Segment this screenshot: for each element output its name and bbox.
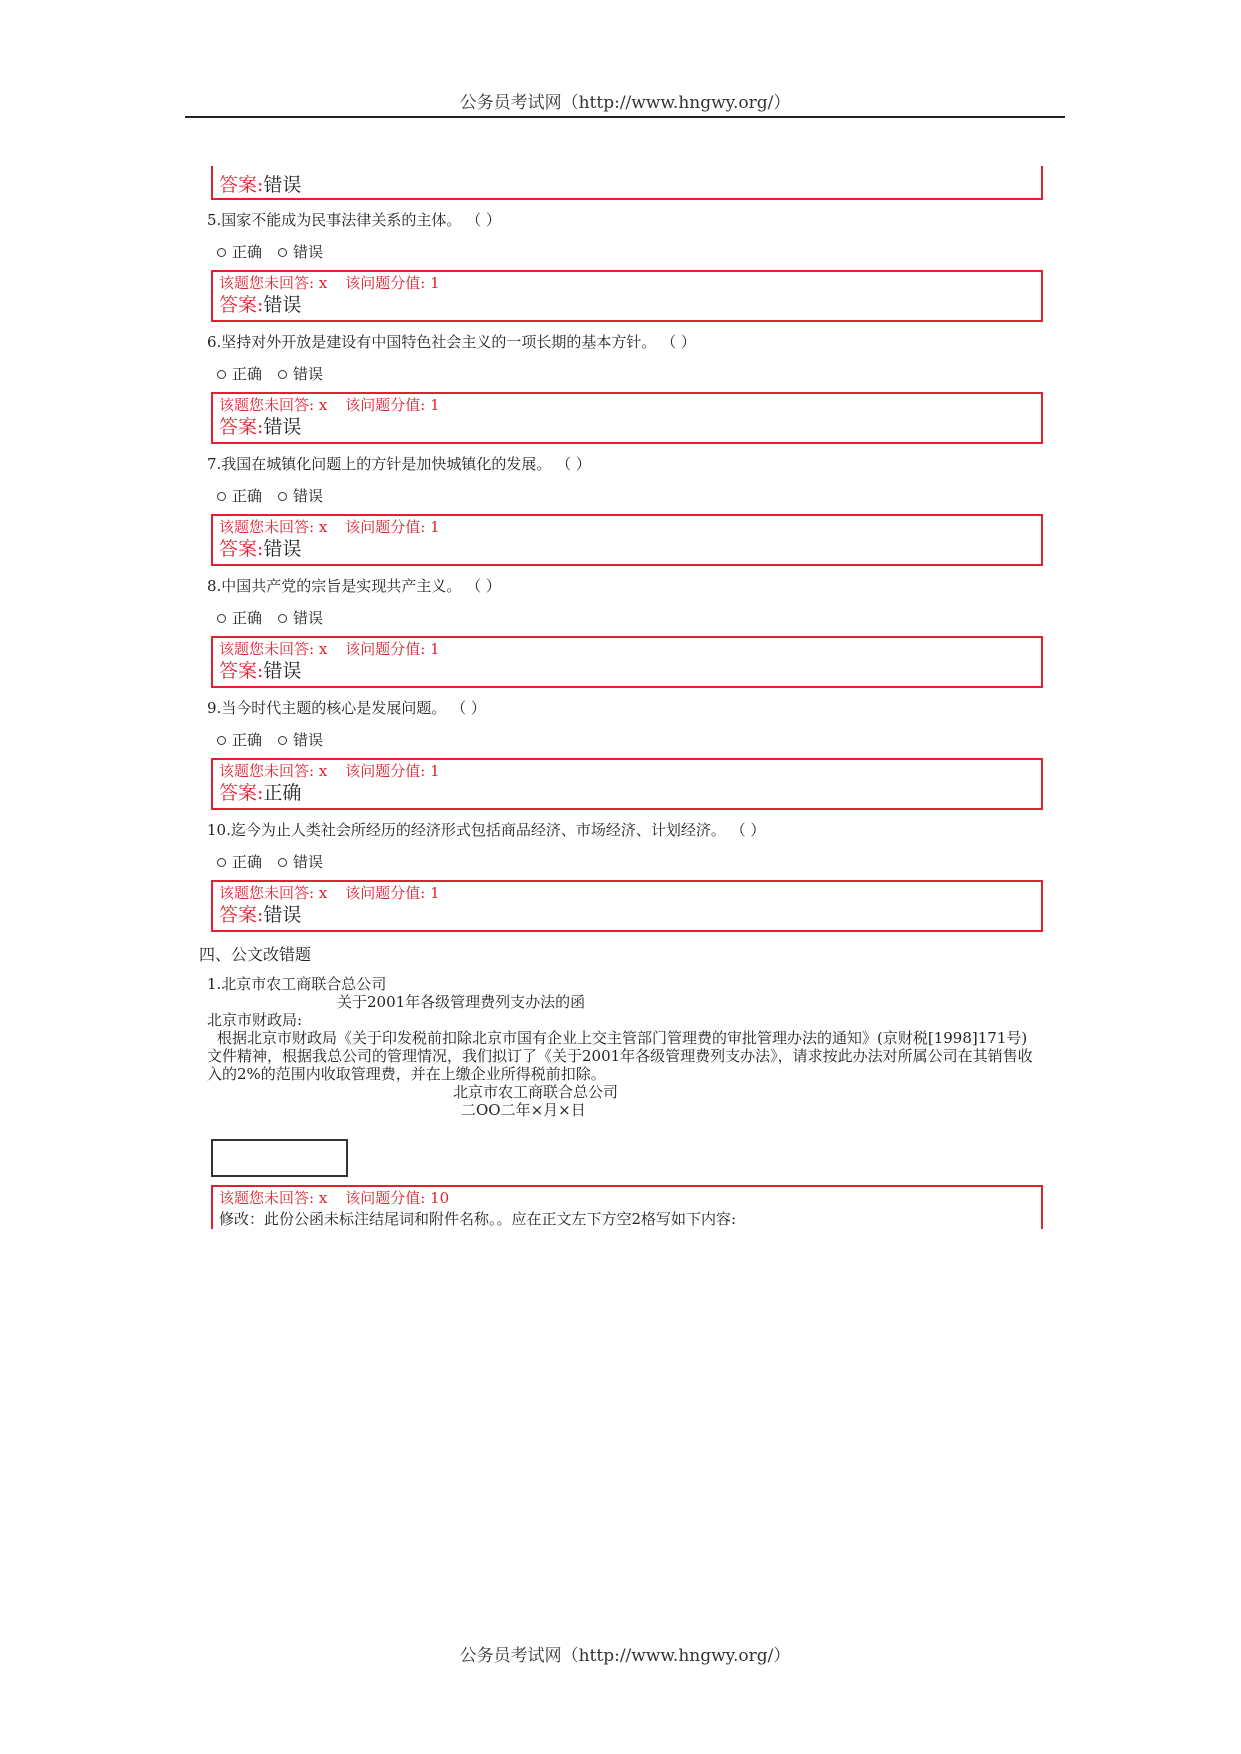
radio-icon[interactable] <box>217 614 226 623</box>
question-text: 9.当今时代主题的核心是发展问题。 （ ） <box>207 699 486 717</box>
option-correct[interactable] <box>217 486 262 506</box>
answer-options <box>217 486 1050 506</box>
option-label: 正确 <box>232 609 263 627</box>
answer-box <box>211 392 1043 444</box>
answer-value: 错误 <box>263 294 302 316</box>
option-wrong[interactable] <box>278 608 323 628</box>
unanswered-status: 该题您未回答: x <box>219 518 328 536</box>
page-header: 公务员考试网（http://www.hngwy.org/） <box>459 93 791 113</box>
radio-icon[interactable] <box>217 370 226 379</box>
option-correct[interactable] <box>217 364 262 384</box>
answer-box <box>211 636 1043 688</box>
option-correct[interactable] <box>217 730 262 750</box>
option-label: 正确 <box>232 243 263 261</box>
score-status: 该问题分值: 1 <box>345 518 440 536</box>
answer-label: 答案: <box>219 782 264 804</box>
page-footer: 公务员考试网（http://www.hngwy.org/） <box>459 1646 791 1666</box>
letter-issuer: 1.北京市农工商联合总公司 <box>207 975 387 993</box>
question-block <box>205 698 1050 810</box>
answer-line <box>219 172 1035 198</box>
option-label: 正确 <box>232 731 263 749</box>
unanswered-status: 该题您未回答: x <box>219 396 328 414</box>
radio-icon[interactable] <box>217 858 226 867</box>
answer-options <box>217 364 1050 384</box>
answer-line <box>219 536 1035 562</box>
question-block <box>205 454 1050 566</box>
option-label: 错误 <box>293 487 324 505</box>
status-line <box>219 274 1035 292</box>
answer-label: 答案: <box>219 904 264 926</box>
question-text: 10.迄今为止人类社会所经历的经济形式包括商品经济、市场经济、计划经济。 （ ） <box>207 821 766 839</box>
answer-value: 错误 <box>263 904 302 926</box>
option-correct[interactable] <box>217 852 262 872</box>
status-line <box>219 1189 1035 1207</box>
question-text: 6.坚持对外开放是建设有中国特色社会主义的一项长期的基本方针。 （ ） <box>207 333 696 351</box>
radio-icon[interactable] <box>278 370 287 379</box>
letter-date: 二OO二年×月×日 <box>461 1101 586 1119</box>
option-wrong[interactable] <box>278 486 323 506</box>
question-text: 7.我国在城镇化问题上的方针是加快城镇化的发展。 （ ） <box>207 455 591 473</box>
score-status: 该问题分值: 10 <box>345 1189 450 1207</box>
option-label: 错误 <box>293 731 324 749</box>
answer-box <box>211 514 1043 566</box>
option-label: 错误 <box>293 243 324 261</box>
question-block <box>205 332 1050 444</box>
answer-box <box>211 880 1043 932</box>
option-correct[interactable] <box>217 242 262 262</box>
answer-value: 正确 <box>263 782 302 804</box>
answer-line <box>219 780 1035 806</box>
unanswered-status: 该题您未回答: x <box>219 762 328 780</box>
radio-icon[interactable] <box>278 614 287 623</box>
quiz-content <box>199 166 1050 1229</box>
option-correct[interactable] <box>217 608 262 628</box>
correction-text: 修改：此份公函未标注结尾词和附件名称。。应在正文左下方空2格写如下内容: <box>219 1210 737 1228</box>
score-status: 该问题分值: 1 <box>345 762 440 780</box>
answer-line <box>219 414 1035 440</box>
answer-value: 错误 <box>263 416 302 438</box>
letter-body: 根据北京市财政局《关于印发税前扣除北京市国有企业上交主管部门管理费的审批管理办法的通知》(京财税[1998]171号)文件精神，根据我总公司的管理情况，我们拟订了《关于2001年各级管理费列支办法》，请求按此办法对所属公司在其销售收入的2%的范围内收取管理费，并在上缴企业所得税前扣除。 <box>207 1029 1033 1083</box>
radio-icon[interactable] <box>278 248 287 257</box>
score-status: 该问题分值: 1 <box>345 640 440 658</box>
answer-options <box>217 242 1050 262</box>
radio-icon[interactable] <box>217 736 226 745</box>
option-wrong[interactable] <box>278 364 323 384</box>
option-label: 错误 <box>293 365 324 383</box>
radio-icon[interactable] <box>217 248 226 257</box>
question-text: 8.中国共产党的宗旨是实现共产主义。 （ ） <box>207 577 501 595</box>
answer-line <box>219 292 1035 318</box>
status-line <box>219 762 1035 780</box>
letter-recipient: 北京市财政局: <box>207 1011 303 1029</box>
answer-value: 错误 <box>263 174 302 196</box>
option-label: 正确 <box>232 365 263 383</box>
answer-label: 答案: <box>219 294 264 316</box>
answer-label: 答案: <box>219 660 264 682</box>
header-divider <box>185 116 1065 118</box>
answer-label: 答案: <box>219 416 264 438</box>
answer-box <box>211 758 1043 810</box>
answer-box-essay <box>211 1185 1043 1229</box>
unanswered-status: 该题您未回答: x <box>219 640 328 658</box>
score-status: 该问题分值: 1 <box>345 274 440 292</box>
answer-options <box>217 608 1050 628</box>
answer-options <box>217 852 1050 872</box>
answer-options <box>217 730 1050 750</box>
answer-label: 答案: <box>219 538 264 560</box>
letter-signature: 北京市农工商联合总公司 <box>453 1083 619 1101</box>
question-block <box>205 210 1050 322</box>
question-block <box>205 820 1050 932</box>
letter-title: 关于2001年各级管理费列支办法的函 <box>337 993 586 1011</box>
unanswered-status: 该题您未回答: x <box>219 1189 328 1207</box>
radio-icon[interactable] <box>278 492 287 501</box>
status-line <box>219 640 1035 658</box>
unanswered-status: 该题您未回答: x <box>219 884 328 902</box>
section-title: 四、公文改错题 <box>199 945 312 964</box>
status-line <box>219 884 1035 902</box>
option-wrong[interactable] <box>278 852 323 872</box>
answer-box <box>211 270 1043 322</box>
answer-value: 错误 <box>263 538 302 560</box>
option-wrong[interactable] <box>278 242 323 262</box>
radio-icon[interactable] <box>217 492 226 501</box>
option-wrong[interactable] <box>278 730 323 750</box>
answer-box-q4 <box>211 166 1043 200</box>
question-text: 5.国家不能成为民事法律关系的主体。 （ ） <box>207 211 501 229</box>
status-line <box>219 396 1035 414</box>
answer-label: 答案: <box>219 174 264 196</box>
question-block <box>205 576 1050 688</box>
option-label: 错误 <box>293 853 324 871</box>
answer-input-box[interactable] <box>211 1139 348 1177</box>
radio-icon[interactable] <box>278 736 287 745</box>
score-status: 该问题分值: 1 <box>345 396 440 414</box>
unanswered-status: 该题您未回答: x <box>219 274 328 292</box>
answer-line <box>219 658 1035 684</box>
answer-value: 错误 <box>263 660 302 682</box>
answer-line <box>219 902 1035 928</box>
option-label: 正确 <box>232 487 263 505</box>
score-status: 该问题分值: 1 <box>345 884 440 902</box>
status-line <box>219 518 1035 536</box>
option-label: 错误 <box>293 609 324 627</box>
option-label: 正确 <box>232 853 263 871</box>
official-letter <box>207 975 1050 1119</box>
radio-icon[interactable] <box>278 858 287 867</box>
